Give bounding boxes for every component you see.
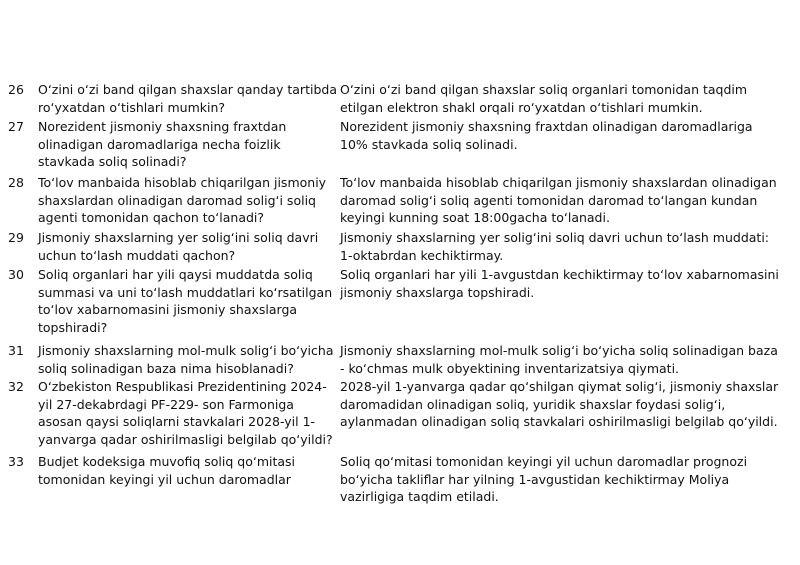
question-text xyxy=(38,453,330,488)
question-line: summasi va uni to‘lash muddatlari ko‘rsatilgan xyxy=(38,284,333,300)
question-line: Norezident jismoniy shaxsning fraxtdan xyxy=(38,119,287,134)
answer-text xyxy=(340,378,792,431)
answer-text xyxy=(340,118,792,153)
answer-line: Jismoniy shaxslarning yer solig‘ini soliq davri uchun to‘lash muddati: xyxy=(340,230,770,245)
row-number: 29 xyxy=(8,230,24,245)
row-number: 30 xyxy=(8,267,24,282)
row-number: 26 xyxy=(8,82,24,97)
answer-line: vazirligiga taqdim etiladi. xyxy=(340,489,499,504)
answer-text xyxy=(340,453,792,506)
question-line: O‘zbekiston Respublikasi Prezidentining 2024- xyxy=(38,379,327,394)
answer-line: - ko‘chmas mulk obyektining inventarizatsiya qiymati. xyxy=(340,360,680,376)
answer-text xyxy=(340,229,792,264)
question-line: stavkada soliq solinadi? xyxy=(38,154,187,169)
question-line: Jismoniy shaxslarning yer solig‘ini soliq davri xyxy=(38,230,319,245)
question-text xyxy=(38,266,333,336)
answer-line: daromad solig‘i soliq agenti tomonidan daromad to‘langan kundan xyxy=(340,192,758,208)
row-number: 32 xyxy=(8,379,24,394)
row-number: 28 xyxy=(8,175,24,190)
question-line: ro‘yxatdan o‘tishlari mumkin? xyxy=(38,99,226,115)
question-line: Budjet kodeksiga muvofiq soliq qo‘mitasi xyxy=(38,454,296,469)
question-text xyxy=(38,229,330,264)
answer-line: Norezident jismoniy shaxsning fraxtdan olinadigan daromadlariga xyxy=(340,119,753,134)
question-line: asosan qaysi soliqlarni stavkalari 2028-yil 1- xyxy=(38,414,316,429)
answer-line: bo‘yicha takliflar har yilning 1-avgustidan kechiktirmay Moliya xyxy=(340,471,730,487)
question-line: tomonidan keyingi yil uchun daromadlar xyxy=(38,471,291,487)
question-line: Soliq organlari har yili qaysi muddatda soliq xyxy=(38,267,313,282)
question-text xyxy=(38,342,334,377)
answer-line: 1-oktabrdan kechiktirmay. xyxy=(340,247,504,263)
answer-line: O‘zini o‘zi band qilgan shaxslar soliq organlari tomonidan taqdim xyxy=(340,82,748,97)
question-line: agenti tomonidan qachon to‘lanadi? xyxy=(38,210,265,225)
question-text xyxy=(38,81,337,116)
row-number: 31 xyxy=(8,343,24,358)
answer-line: daromadidan olinadigan soliq, yuridik shaxslar foydasi solig‘i, xyxy=(340,396,726,412)
question-line: Jismoniy shaxslarning mol-mulk solig‘i bo‘yicha xyxy=(38,343,334,358)
question-line: shaxslardan olinadigan daromad solig‘i soliq xyxy=(38,192,316,208)
question-line: to‘lov xabarnomasini jismoniy shaxslarga xyxy=(38,302,298,317)
answer-text xyxy=(340,342,792,377)
answer-line: keyingi kunning soat 18:00gacha to‘lanadi. xyxy=(340,210,610,225)
answer-line: aylanmadan olinadigan soliq stavkalari oshirilmasligi belgilab qo‘yildi. xyxy=(340,414,778,429)
question-line: soliq solinadigan baza nima hisoblanadi? xyxy=(38,360,294,376)
question-line: olinadigan daromadlariga necha foizlik xyxy=(38,136,281,152)
question-line: yanvarga qadar oshirilmasligi belgilab qo‘yildi? xyxy=(38,431,333,447)
answer-line: Soliq qo‘mitasi tomonidan keyingi yil uchun daromadlar prognozi xyxy=(340,454,748,469)
question-line: uchun to‘lash muddati qachon? xyxy=(38,247,236,263)
question-line: yil 27-dekabrdagi PF-229- son Farmoniga xyxy=(38,396,294,412)
question-text xyxy=(38,118,330,171)
answer-line: To‘lov manbaida hisoblab chiqarilgan jismoniy shaxslardan olinadigan xyxy=(340,175,777,190)
row-number: 33 xyxy=(8,454,24,469)
question-line: To‘lov manbaida hisoblab chiqarilgan jismoniy xyxy=(38,175,327,190)
answer-text xyxy=(340,174,792,227)
answer-line: 10% stavkada soliq solinadi. xyxy=(340,136,518,152)
answer-line: jismoniy shaxslarga topshiradi. xyxy=(340,284,535,300)
answer-line: Soliq organlari har yili 1-avgustdan kechiktirmay to‘lov xabarnomasini xyxy=(340,267,779,282)
row-number: 27 xyxy=(8,119,24,134)
question-text xyxy=(38,378,333,448)
answer-text xyxy=(340,266,792,301)
answer-text xyxy=(340,81,792,116)
answer-line: 2028-yil 1-yanvarga qadar qo‘shilgan qiymat solig‘i, jismoniy shaxslar xyxy=(340,379,779,394)
question-line: topshiradi? xyxy=(38,319,108,335)
answer-line: etilgan elektron shakl orqali ro‘yxatdan o‘tishlari mumkin. xyxy=(340,99,703,115)
answer-line: Jismoniy shaxslarning mol-mulk solig‘i bo‘yicha soliq solinadigan baza xyxy=(340,343,778,358)
question-line: O‘zini o‘zi band qilgan shaxslar qanday tartibda xyxy=(38,82,337,97)
question-text xyxy=(38,174,330,227)
